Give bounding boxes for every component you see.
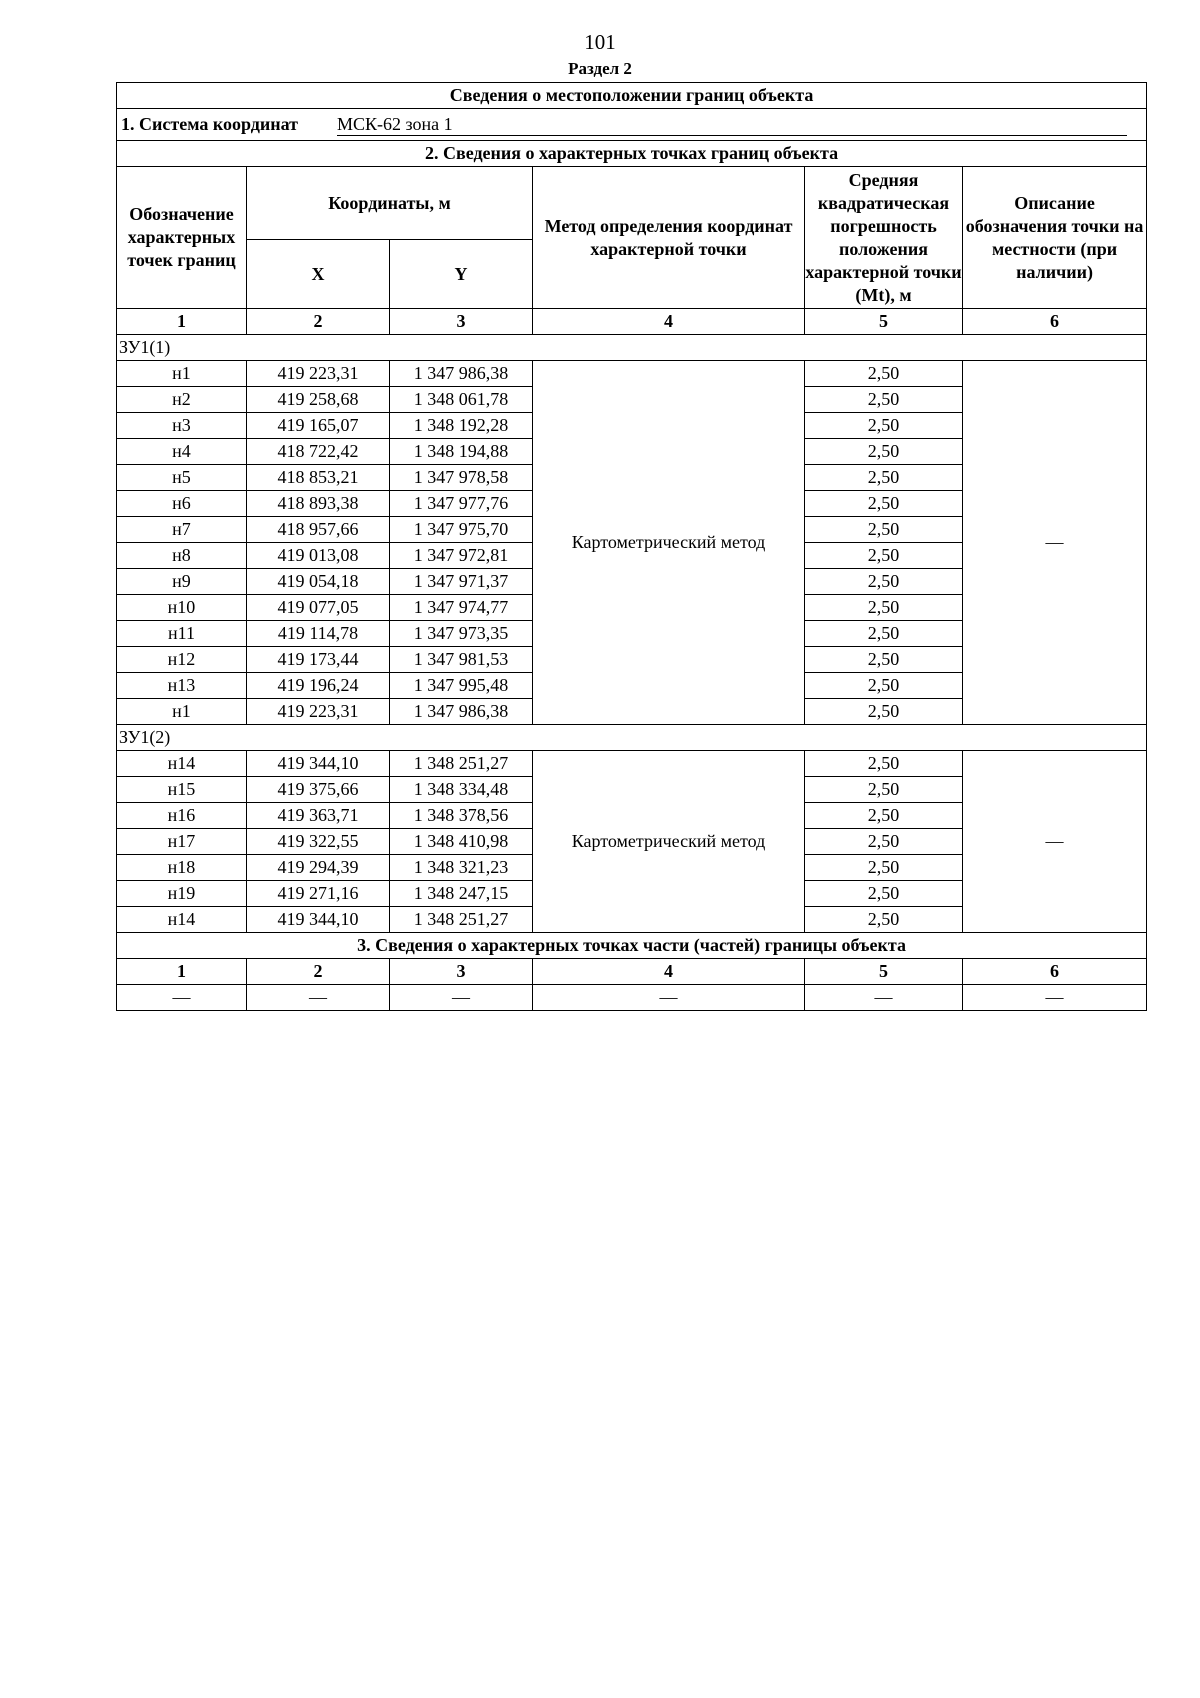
accuracy-mt: 2,50 (805, 803, 963, 829)
accuracy-mt: 2,50 (805, 491, 963, 517)
coord-y: 1 347 981,53 (390, 647, 533, 673)
coord-y: 1 347 978,58 (390, 465, 533, 491)
parts-cell: — (247, 985, 390, 1011)
point-designation: н1 (117, 361, 247, 387)
column-number: 1 (117, 959, 247, 985)
coord-system-value: МСК-62 зона 1 (337, 113, 1127, 136)
point-designation: н6 (117, 491, 247, 517)
coord-y: 1 347 986,38 (390, 361, 533, 387)
point-designation: н18 (117, 855, 247, 881)
accuracy-mt: 2,50 (805, 569, 963, 595)
header-method: Метод определения координат характерной точки (533, 167, 805, 309)
column-number: 1 (117, 309, 247, 335)
point-designation: н16 (117, 803, 247, 829)
accuracy-mt: 2,50 (805, 881, 963, 907)
point-designation: н8 (117, 543, 247, 569)
table-row (117, 751, 1147, 777)
coord-x: 419 258,68 (247, 387, 390, 413)
point-designation: н14 (117, 907, 247, 933)
coord-y: 1 348 192,28 (390, 413, 533, 439)
accuracy-mt: 2,50 (805, 673, 963, 699)
accuracy-mt: 2,50 (805, 699, 963, 725)
header-x: X (247, 240, 390, 309)
coord-x: 418 957,66 (247, 517, 390, 543)
point-designation: н9 (117, 569, 247, 595)
coord-y: 1 347 977,76 (390, 491, 533, 517)
coord-x: 418 722,42 (247, 439, 390, 465)
group-header-row (117, 335, 1147, 361)
coord-y: 1 347 971,37 (390, 569, 533, 595)
coord-y: 1 348 410,98 (390, 829, 533, 855)
coord-x: 419 013,08 (247, 543, 390, 569)
coord-x: 419 077,05 (247, 595, 390, 621)
accuracy-mt: 2,50 (805, 361, 963, 387)
coord-x: 418 893,38 (247, 491, 390, 517)
point-designation: н1 (117, 699, 247, 725)
accuracy-mt: 2,50 (805, 751, 963, 777)
column-number: 5 (805, 309, 963, 335)
group-name: ЗУ1(2) (117, 725, 1147, 751)
parts-cell: — (805, 985, 963, 1011)
coord-y: 1 348 321,23 (390, 855, 533, 881)
point-designation: н10 (117, 595, 247, 621)
group-header-row (117, 725, 1147, 751)
column-number: 2 (247, 309, 390, 335)
coord-x: 419 054,18 (247, 569, 390, 595)
parts-cell: — (390, 985, 533, 1011)
coord-x: 419 223,31 (247, 361, 390, 387)
coord-y: 1 347 972,81 (390, 543, 533, 569)
method-cell: Картометрический метод (533, 751, 805, 933)
column-number: 4 (533, 959, 805, 985)
description-cell: — (963, 751, 1147, 933)
column-number: 3 (390, 309, 533, 335)
parts-cell: — (117, 985, 247, 1011)
coord-x: 419 344,10 (247, 907, 390, 933)
column-number-row (117, 309, 1147, 335)
accuracy-mt: 2,50 (805, 829, 963, 855)
accuracy-mt: 2,50 (805, 465, 963, 491)
header-coords: Координаты, м (247, 167, 533, 240)
point-designation: н3 (117, 413, 247, 439)
header-y: Y (390, 240, 533, 309)
point-designation: н7 (117, 517, 247, 543)
header-accuracy: Средняя квадратическая погрешность положения характерной точки (Mt), м (805, 167, 963, 309)
coord-system-label: 1. Система координат (121, 114, 298, 134)
parts-row (117, 985, 1147, 1011)
coord-x: 419 165,07 (247, 413, 390, 439)
header-designation: Обозначение характерных точек границ (117, 167, 247, 309)
point-designation: н15 (117, 777, 247, 803)
coord-y: 1 347 974,77 (390, 595, 533, 621)
point-designation: н19 (117, 881, 247, 907)
accuracy-mt: 2,50 (805, 855, 963, 881)
group-name: ЗУ1(1) (117, 335, 1147, 361)
accuracy-mt: 2,50 (805, 517, 963, 543)
coord-y: 1 347 995,48 (390, 673, 533, 699)
coord-y: 1 348 247,15 (390, 881, 533, 907)
point-designation: н11 (117, 621, 247, 647)
boundary-table (116, 82, 1147, 1011)
column-number: 5 (805, 959, 963, 985)
accuracy-mt: 2,50 (805, 413, 963, 439)
point-designation: н5 (117, 465, 247, 491)
coord-y: 1 348 378,56 (390, 803, 533, 829)
parts-section-title: 3. Сведения о характерных точках части (частей) границы объекта (117, 933, 1147, 959)
point-designation: н17 (117, 829, 247, 855)
coord-x: 418 853,21 (247, 465, 390, 491)
parts-column-number-row (117, 959, 1147, 985)
point-designation: н13 (117, 673, 247, 699)
method-cell: Картометрический метод (533, 361, 805, 725)
accuracy-mt: 2,50 (805, 595, 963, 621)
accuracy-mt: 2,50 (805, 387, 963, 413)
coord-y: 1 348 251,27 (390, 907, 533, 933)
point-designation: н2 (117, 387, 247, 413)
accuracy-mt: 2,50 (805, 777, 963, 803)
column-number: 2 (247, 959, 390, 985)
point-designation: н4 (117, 439, 247, 465)
points-section-title: 2. Сведения о характерных точках границ объекта (117, 141, 1147, 167)
column-number: 3 (390, 959, 533, 985)
coord-system-row (117, 109, 1147, 141)
coord-x: 419 173,44 (247, 647, 390, 673)
header-description: Описание обозначения точки на местности (при наличии) (963, 167, 1147, 309)
accuracy-mt: 2,50 (805, 439, 963, 465)
description-cell: — (963, 361, 1147, 725)
coord-y: 1 348 334,48 (390, 777, 533, 803)
point-designation: н14 (117, 751, 247, 777)
parts-cell: — (533, 985, 805, 1011)
coord-y: 1 347 986,38 (390, 699, 533, 725)
coord-x: 419 363,71 (247, 803, 390, 829)
column-number: 6 (963, 309, 1147, 335)
accuracy-mt: 2,50 (805, 543, 963, 569)
section-title: Раздел 2 (568, 59, 632, 78)
table-row (117, 361, 1147, 387)
coord-x: 419 375,66 (247, 777, 390, 803)
coord-x: 419 322,55 (247, 829, 390, 855)
accuracy-mt: 2,50 (805, 621, 963, 647)
coord-x: 419 114,78 (247, 621, 390, 647)
coord-x: 419 344,10 (247, 751, 390, 777)
coord-y: 1 348 194,88 (390, 439, 533, 465)
column-number: 4 (533, 309, 805, 335)
coord-y: 1 347 975,70 (390, 517, 533, 543)
table-title: Сведения о местоположении границ объекта (117, 83, 1147, 109)
point-designation: н12 (117, 647, 247, 673)
parts-cell: — (963, 985, 1147, 1011)
coord-x: 419 294,39 (247, 855, 390, 881)
coord-y: 1 348 061,78 (390, 387, 533, 413)
column-number: 6 (963, 959, 1147, 985)
coord-y: 1 347 973,35 (390, 621, 533, 647)
accuracy-mt: 2,50 (805, 907, 963, 933)
accuracy-mt: 2,50 (805, 647, 963, 673)
page-number: 101 (584, 30, 616, 54)
coord-x: 419 223,31 (247, 699, 390, 725)
coord-y: 1 348 251,27 (390, 751, 533, 777)
coord-x: 419 271,16 (247, 881, 390, 907)
coord-x: 419 196,24 (247, 673, 390, 699)
